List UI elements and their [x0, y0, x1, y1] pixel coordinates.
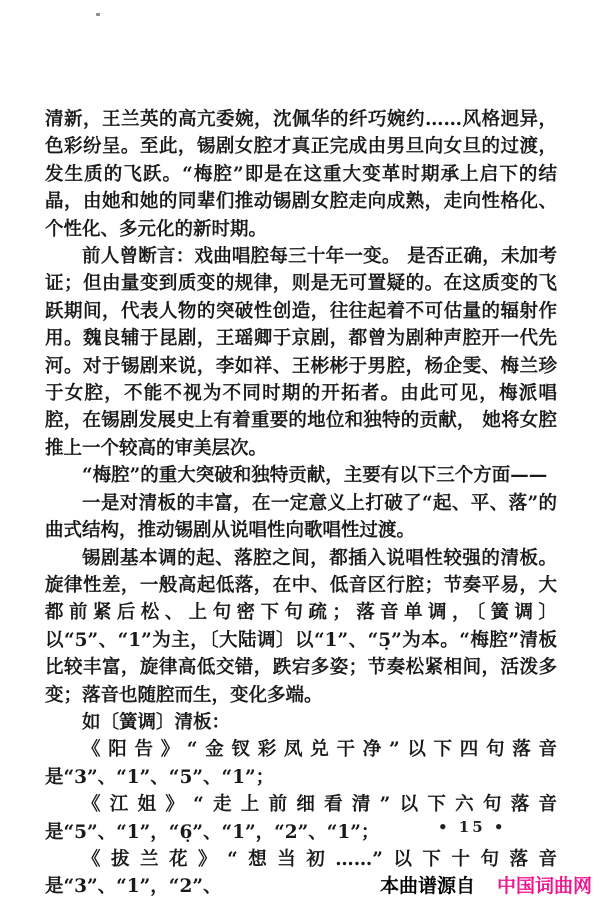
- paragraph: 《拔兰花》“想当初……”以下十句落音是“3”、“1”，“2”、: [45, 848, 557, 898]
- body-text: [45, 106, 557, 900]
- footer-watermark: [380, 871, 592, 898]
- watermark-site-name: 中国词曲网: [496, 875, 592, 897]
- scan-artifact: [96, 13, 100, 16]
- paragraph: 锡剧基本调的起、落腔之间，都插入说唱性较强的清板。旋律性差，一般高起低落，在中、低音区行腔；节奏平易，大都前紧后松、上句密下句疏；落音单调，〔簧调〕以“5”、“1”为主，〔大陆调〕以“1”、“5̣”为本。“梅腔”清板比较丰富，旋律高低交错，跌宕多姿；节奏松紧相间，活泼多变；落音也随腔而生，变化多端。: [45, 547, 557, 706]
- paragraph: 前人曾断言：戏曲唱腔每三十年一变。 是否正确，未加考证；但由量变到质变的规律，则是无可置疑的。在这质变的飞跃期间，代表人物的突破性创造，往往起着不可估量的辐射作用。魏良辅于昆剧，王瑶卿于京剧，都曾为剧种声腔开一代先河。对于锡剧来说，李如祥、王彬彬于男腔，杨企雯、梅兰珍于女腔，不能不视为不同时期的开拓者。由此可见，梅派唱腔，在锡剧发展史上有着重要的地位和独特的贡献， 她将女腔推上一个较高的审美层次。: [45, 246, 557, 459]
- watermark-source-label: 本曲谱源自: [379, 875, 475, 897]
- paragraph: 《江姐》“走上前细看清”以下六句落音是“5”、“1”，“6̣”、“1”，“2”、“1”；: [45, 794, 557, 843]
- paragraph: “梅腔”的重大突破和独特贡献，主要有以下三个方面——: [82, 465, 548, 487]
- paragraph: 一是对清板的丰富，在一定意义上打破了“起、平、落”的曲式结构，推动锡剧从说唱性向歌唱性过渡。: [45, 492, 557, 542]
- paragraph-continuation: 清新，王兰英的高亢委婉，沈佩华的纤巧婉约……风格迥异，色彩纷呈。至此，锡剧女腔才真正完成由男旦向女旦的过渡，发生质的飞跃。“梅腔”即是在这重大变革时期承上启下的结晶，由她和她的同辈们推动锡剧女腔走向成熟，走向性格化、个性化、多元化的新时期。: [45, 109, 557, 240]
- page-number: • 15 •: [438, 818, 507, 836]
- paragraph: 如〔簧调〕清板：: [82, 711, 231, 733]
- paragraph: 《阳告》“金钗彩凤兑干净”以下四句落音是“3”、“1”、“5”、“1”；: [45, 739, 557, 788]
